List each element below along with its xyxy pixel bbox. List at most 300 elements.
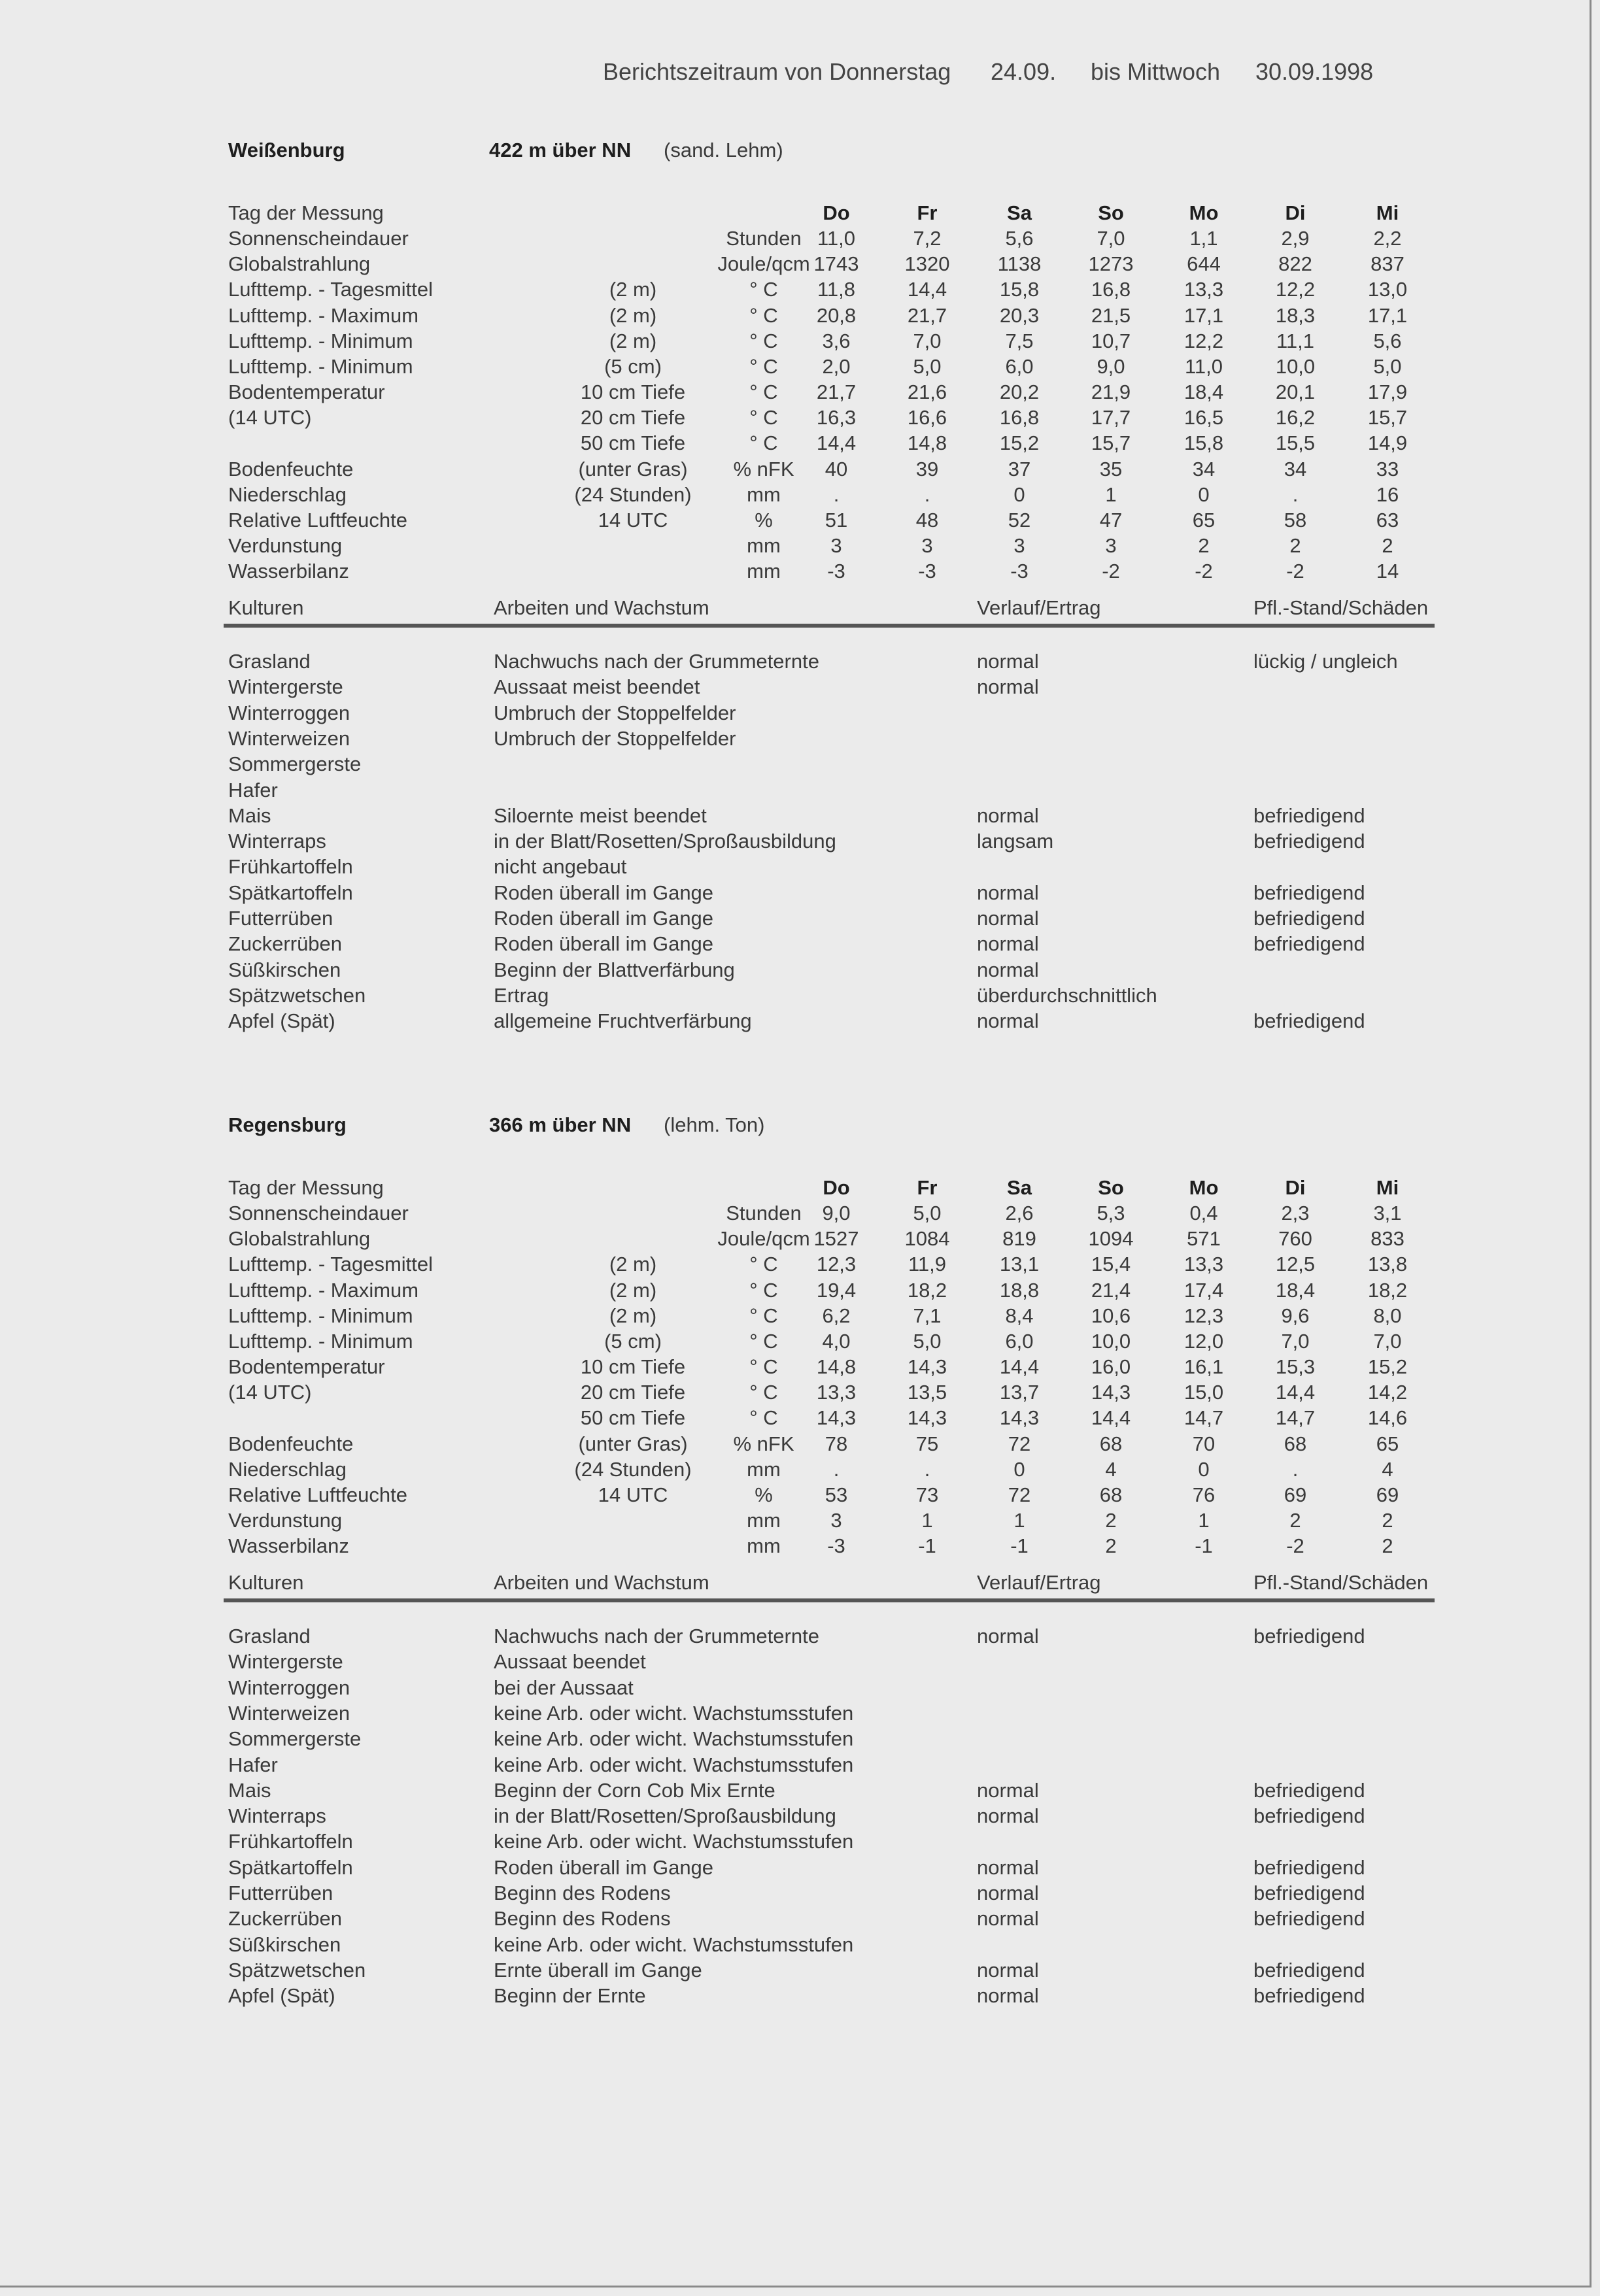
data-cell: 14,4 [999, 1355, 1040, 1379]
crop-activity: Roden überall im Gange [494, 907, 714, 930]
data-cell: 21,4 [1091, 1278, 1131, 1302]
day-header: Do [823, 201, 850, 224]
data-cell: 8,4 [1005, 1304, 1034, 1327]
data-cell: 1527 [813, 1227, 859, 1251]
data-cell: 760 [1278, 1227, 1312, 1251]
crop-verlauf: normal [977, 1804, 1039, 1828]
station-name: Regensburg [228, 1113, 347, 1136]
data-cell: 3 [1105, 533, 1117, 557]
data-cell: 13,8 [1367, 1253, 1408, 1276]
station-soil: (lehm. Ton) [664, 1113, 765, 1136]
crop-name: Futterrüben [228, 1882, 333, 1904]
crop-activity: Aussaat meist beendet [494, 675, 700, 699]
data-cell: 8,0 [1373, 1304, 1402, 1327]
crop-name: Süßkirschen [228, 958, 341, 981]
data-cell: 16,3 [816, 406, 857, 430]
crop-verlauf: überdurchschnittlich [977, 983, 1157, 1007]
data-cell: 2,2 [1373, 227, 1402, 250]
parameter-unit: mm [747, 482, 781, 506]
crop-activity: Roden überall im Gange [494, 1855, 714, 1879]
data-cell: 2,9 [1281, 227, 1310, 250]
parameter-unit: ° C [749, 1278, 778, 1302]
data-cell: 73 [915, 1483, 939, 1506]
crop-name: Frühkartoffeln [228, 1830, 353, 1853]
crop-name: Frühkartoffeln [228, 855, 353, 879]
data-cell: -3 [827, 560, 845, 583]
crop-name: Grasland [228, 1625, 311, 1647]
report-period-mid: bis Mittwoch [1091, 58, 1221, 85]
data-cell: 68 [1099, 1432, 1123, 1455]
crop-name: Winterroggen [228, 701, 350, 724]
data-cell: 39 [915, 457, 939, 481]
crop-name: Winterweizen [228, 726, 350, 750]
report-start-date: 24.09. [991, 58, 1057, 85]
data-cell: 18,4 [1183, 380, 1224, 404]
parameter-sublabel: 10 cm Tiefe [580, 1355, 686, 1379]
parameter-unit: ° C [749, 1329, 778, 1353]
crop-name: Sommergerste [228, 1727, 362, 1751]
data-cell: -3 [918, 560, 936, 583]
data-cell: 65 [1192, 508, 1216, 532]
parameter-sublabel: 14 UTC [598, 1483, 668, 1506]
data-cell: 6,0 [1005, 1329, 1034, 1353]
data-cell: 19,4 [816, 1278, 857, 1302]
crop-stand: befriedigend [1253, 907, 1365, 930]
data-cell: 4,0 [822, 1329, 851, 1353]
parameter-sublabel: 20 cm Tiefe [580, 1381, 686, 1404]
parameter-label: Globalstrahlung [228, 1227, 371, 1251]
parameter-unit: ° C [749, 329, 778, 352]
parameter-label: Wasserbilanz [228, 1534, 349, 1558]
crop-verlauf: normal [977, 881, 1039, 904]
data-cell: 17,7 [1091, 406, 1131, 430]
parameter-sublabel: (2 m) [609, 1278, 657, 1302]
crop-verlauf: langsam [977, 830, 1054, 853]
parameter-sublabel: (5 cm) [604, 354, 662, 378]
data-cell: 15,3 [1275, 1355, 1316, 1379]
data-cell: 20,2 [999, 380, 1040, 404]
data-cell: 69 [1376, 1483, 1399, 1506]
data-cell: 14,4 [816, 431, 857, 455]
section-divider [224, 1598, 1435, 1602]
data-cell: 14,7 [1183, 1406, 1224, 1430]
day-header: Fr [917, 1176, 938, 1199]
parameter-unit: % [755, 508, 773, 532]
data-cell: 2 [1105, 1508, 1117, 1532]
parameter-sublabel: 50 cm Tiefe [580, 431, 686, 455]
crop-name: Mais [228, 1778, 271, 1802]
data-cell: 17,1 [1367, 303, 1408, 327]
data-cell: 13,5 [907, 1381, 947, 1404]
report-end-date: 30.09.1998 [1255, 58, 1374, 85]
data-cell: 9,0 [822, 1202, 851, 1225]
data-cell: 33 [1376, 457, 1399, 481]
data-cell: 1 [1013, 1508, 1025, 1532]
crop-activity: Ernte überall im Gange [494, 1958, 702, 1982]
data-cell: 2 [1105, 1534, 1117, 1558]
crop-verlauf: normal [977, 1009, 1039, 1033]
data-cell: 76 [1192, 1483, 1216, 1506]
data-cell: 14,3 [907, 1355, 947, 1379]
data-cell: 5,3 [1097, 1202, 1125, 1225]
kulturen-header: Kulturen [228, 1571, 304, 1594]
crop-verlauf: normal [977, 932, 1039, 956]
crop-verlauf: normal [977, 650, 1039, 673]
data-cell: 16,0 [1091, 1355, 1131, 1379]
data-cell: . [924, 482, 930, 506]
data-cell: 12,2 [1275, 278, 1316, 301]
parameter-label: Lufttemp. - Minimum [228, 329, 413, 352]
data-cell: 69 [1284, 1483, 1307, 1506]
crop-stand: befriedigend [1253, 1804, 1365, 1828]
data-cell: 7,0 [1373, 1329, 1402, 1353]
data-cell: 15,8 [1183, 431, 1224, 455]
data-cell: 16,8 [999, 406, 1040, 430]
parameter-label: Lufttemp. - Minimum [228, 354, 413, 378]
parameter-unit: mm [747, 533, 781, 557]
data-cell: 18,8 [999, 1278, 1040, 1302]
stand-header: Pfl.-Stand/Schäden [1253, 596, 1429, 619]
parameter-label: Lufttemp. - Minimum [228, 1329, 413, 1353]
crop-activity: nicht angebaut [494, 855, 627, 879]
crop-activity: keine Arb. oder wicht. Wachstumsstufen [494, 1933, 854, 1956]
data-cell: 3,6 [822, 329, 851, 352]
data-cell: 20,3 [999, 303, 1040, 327]
crop-name: Spätzwetschen [228, 1958, 366, 1982]
data-cell: 13,0 [1367, 278, 1408, 301]
crop-activity: keine Arb. oder wicht. Wachstumsstufen [494, 1727, 854, 1751]
data-cell: 9,0 [1097, 354, 1125, 378]
crop-activity: Umbruch der Stoppelfelder [494, 701, 736, 724]
data-cell: 16,1 [1183, 1355, 1224, 1379]
data-cell: 11,0 [817, 227, 856, 250]
data-cell: 2,3 [1281, 1202, 1310, 1225]
parameter-sublabel: 14 UTC [598, 508, 668, 532]
crop-activity: Ertrag [494, 983, 549, 1007]
crop-activity: Beginn des Rodens [494, 1882, 671, 1904]
data-cell: 1320 [904, 252, 950, 276]
data-cell: . [924, 1457, 930, 1481]
crop-activity: Beginn der Corn Cob Mix Ernte [494, 1778, 775, 1802]
data-cell: 37 [1008, 457, 1031, 481]
data-cell: 21,5 [1091, 303, 1131, 327]
data-cell: 0 [1198, 1457, 1210, 1481]
crop-name: Spätkartoffeln [228, 881, 353, 904]
data-cell: 6,0 [1005, 354, 1034, 378]
crop-activity: Nachwuchs nach der Grummeternte [494, 1625, 819, 1647]
kulturen-header: Kulturen [228, 596, 304, 619]
station-name: Weißenburg [228, 139, 345, 161]
day-header: Mi [1376, 1176, 1399, 1199]
data-cell: 18,4 [1275, 1278, 1316, 1302]
verlauf-header: Verlauf/Ertrag [977, 1571, 1101, 1594]
crop-stand: befriedigend [1253, 1907, 1365, 1931]
parameter-sublabel: (unter Gras) [578, 1432, 688, 1455]
parameter-sublabel: (2 m) [609, 278, 657, 301]
crop-name: Winterweizen [228, 1701, 350, 1725]
parameter-unit: ° C [749, 278, 778, 301]
parameter-unit: ° C [749, 1381, 778, 1404]
data-cell: 7,0 [1097, 227, 1125, 250]
data-cell: 2 [1382, 1534, 1393, 1558]
crop-stand: befriedigend [1253, 1984, 1365, 2008]
parameter-sublabel: 20 cm Tiefe [580, 406, 686, 430]
data-cell: 11,8 [817, 278, 856, 301]
data-cell: 18,2 [907, 1278, 947, 1302]
parameter-unit: % nFK [733, 457, 794, 481]
data-cell: 9,6 [1281, 1304, 1310, 1327]
data-cell: 52 [1008, 508, 1031, 532]
crop-verlauf: normal [977, 1855, 1039, 1879]
crop-name: Spätkartoffeln [228, 1855, 353, 1879]
parameter-unit: % [755, 1483, 773, 1506]
station-altitude: 422 m über NN [489, 139, 632, 161]
data-cell: 13,3 [816, 1381, 857, 1404]
data-cell: 1084 [904, 1227, 950, 1251]
crop-activity: Aussaat beendet [494, 1650, 646, 1674]
data-cell: 35 [1099, 457, 1123, 481]
crop-name: Süßkirschen [228, 1933, 341, 1956]
parameter-sublabel: (5 cm) [604, 1329, 662, 1353]
parameter-sublabel: (2 m) [609, 1304, 657, 1327]
data-cell: 2 [1289, 533, 1301, 557]
data-cell: 20,1 [1275, 380, 1316, 404]
day-header: Di [1285, 1176, 1306, 1199]
parameter-label: Globalstrahlung [228, 252, 371, 276]
data-cell: 11,0 [1184, 354, 1223, 378]
data-cell: 14,3 [1091, 1381, 1131, 1404]
data-cell: 21,9 [1091, 380, 1131, 404]
data-cell: 5,0 [913, 1202, 942, 1225]
parameter-label: Tag der Messung [228, 1176, 384, 1199]
parameter-label: Relative Luftfeuchte [228, 508, 408, 532]
parameter-unit: mm [747, 1534, 781, 1558]
parameter-sublabel: (24 Stunden) [574, 1457, 692, 1481]
data-cell: 13,3 [1183, 1253, 1224, 1276]
crop-activity: keine Arb. oder wicht. Wachstumsstufen [494, 1830, 854, 1853]
data-cell: 15,7 [1367, 406, 1408, 430]
data-cell: 1 [921, 1508, 933, 1532]
data-cell: 644 [1187, 252, 1221, 276]
data-cell: 1 [1198, 1508, 1210, 1532]
crop-activity: Beginn der Blattverfärbung [494, 958, 735, 981]
crop-stand: befriedigend [1253, 1882, 1365, 1904]
data-cell: -1 [918, 1534, 936, 1558]
data-cell: 11,9 [908, 1253, 947, 1276]
day-header: Mo [1189, 1176, 1219, 1199]
data-cell: . [1292, 1457, 1299, 1481]
crop-stand: befriedigend [1253, 1958, 1365, 1982]
data-cell: 2 [1382, 533, 1393, 557]
crop-verlauf: normal [977, 1907, 1039, 1931]
data-cell: 1138 [997, 252, 1042, 276]
parameter-unit: ° C [749, 303, 778, 327]
data-cell: 13,1 [999, 1253, 1040, 1276]
data-cell: -2 [1286, 560, 1304, 583]
crop-verlauf: normal [977, 1958, 1039, 1982]
data-cell: 13,3 [1183, 278, 1224, 301]
parameter-label: Lufttemp. - Maximum [228, 1278, 419, 1302]
data-cell: 5,0 [913, 1329, 942, 1353]
data-cell: 15,8 [999, 278, 1040, 301]
data-cell: 7,5 [1005, 329, 1034, 352]
parameter-label: Lufttemp. - Tagesmittel [228, 278, 434, 301]
data-cell: 5,6 [1005, 227, 1034, 250]
data-cell: 21,6 [907, 380, 947, 404]
parameter-label: Sonnenscheindauer [228, 1202, 409, 1225]
crop-activity: Umbruch der Stoppelfelder [494, 726, 736, 750]
crop-stand: befriedigend [1253, 881, 1365, 904]
parameter-sublabel: (24 Stunden) [574, 482, 692, 506]
data-cell: 14 [1376, 560, 1399, 583]
parameter-label: Bodentemperatur [228, 380, 385, 404]
crop-stand: befriedigend [1253, 830, 1365, 853]
data-cell: 3,1 [1373, 1202, 1402, 1225]
crop-name: Zuckerrüben [228, 1907, 343, 1931]
parameter-unit: Stunden [726, 1202, 802, 1225]
parameter-label: Lufttemp. - Tagesmittel [228, 1253, 434, 1276]
data-cell: 5,6 [1373, 329, 1402, 352]
data-cell: 15,4 [1091, 1253, 1131, 1276]
data-cell: 12,3 [1183, 1304, 1224, 1327]
station-altitude: 366 m über NN [489, 1113, 632, 1136]
crop-name: Sommergerste [228, 752, 362, 776]
data-cell: 2,0 [822, 354, 851, 378]
crop-name: Spätzwetschen [228, 983, 366, 1007]
data-cell: 7,0 [913, 329, 942, 352]
data-cell: 1,1 [1189, 227, 1218, 250]
crop-activity: Beginn des Rodens [494, 1907, 671, 1931]
crop-activity: in der Blatt/Rosetten/Sproßausbildung [494, 830, 836, 853]
data-cell: -2 [1195, 560, 1213, 583]
crop-name: Winterroggen [228, 1676, 350, 1699]
data-cell: 2 [1382, 1508, 1393, 1532]
crop-stand: befriedigend [1253, 1778, 1365, 1802]
parameter-unit: ° C [749, 1253, 778, 1276]
data-cell: 10,6 [1091, 1304, 1131, 1327]
data-cell: 17,9 [1367, 380, 1408, 404]
parameter-label: Bodenfeuchte [228, 457, 354, 481]
parameter-sublabel: (2 m) [609, 303, 657, 327]
crop-activity: Beginn der Ernte [494, 1984, 646, 2008]
data-cell: 34 [1192, 457, 1216, 481]
data-cell: 14,9 [1367, 431, 1408, 455]
data-cell: 2 [1198, 533, 1210, 557]
data-cell: 3 [1013, 533, 1025, 557]
crop-activity: Roden überall im Gange [494, 932, 714, 956]
data-cell: 12,2 [1183, 329, 1224, 352]
day-header: Do [823, 1176, 850, 1199]
data-cell: 16,5 [1183, 406, 1224, 430]
data-cell: 14,4 [907, 278, 947, 301]
parameter-label: (14 UTC) [228, 1381, 312, 1404]
data-cell: 12,3 [816, 1253, 857, 1276]
crop-activity: keine Arb. oder wicht. Wachstumsstufen [494, 1701, 854, 1725]
data-cell: 17,4 [1183, 1278, 1224, 1302]
data-cell: 1 [1105, 482, 1117, 506]
data-cell: 822 [1278, 252, 1312, 276]
crop-name: Hafer [228, 1753, 278, 1776]
data-cell: 18,2 [1367, 1278, 1408, 1302]
data-cell: . [1292, 482, 1299, 506]
data-cell: 13,7 [999, 1381, 1040, 1404]
crop-stand: befriedigend [1253, 803, 1365, 827]
parameter-unit: ° C [749, 354, 778, 378]
crop-name: Wintergerste [228, 1650, 343, 1674]
day-header: Mi [1376, 201, 1399, 224]
crop-activity: bei der Aussaat [494, 1676, 634, 1699]
data-cell: 16,6 [907, 406, 947, 430]
parameter-label: Bodentemperatur [228, 1355, 385, 1379]
parameter-label: Verdunstung [228, 1508, 343, 1532]
crop-verlauf: normal [977, 1625, 1039, 1647]
parameter-label: Bodenfeuchte [228, 1432, 354, 1455]
crop-name: Apfel (Spät) [228, 1984, 335, 2008]
crop-name: Wintergerste [228, 675, 343, 699]
stand-header: Pfl.-Stand/Schäden [1253, 1571, 1429, 1594]
data-cell: 7,2 [913, 227, 942, 250]
crop-verlauf: normal [977, 675, 1039, 699]
data-cell: 10,7 [1091, 329, 1131, 352]
parameter-label: (14 UTC) [228, 406, 312, 430]
data-cell: 21,7 [907, 303, 947, 327]
data-cell: 16,8 [1091, 278, 1131, 301]
parameter-sublabel: (2 m) [609, 329, 657, 352]
crop-stand: befriedigend [1253, 932, 1365, 956]
data-cell: 1273 [1088, 252, 1134, 276]
parameter-label: Lufttemp. - Maximum [228, 303, 419, 327]
crop-name: Winterraps [228, 830, 326, 853]
crop-verlauf: normal [977, 803, 1039, 827]
parameter-unit: ° C [749, 1355, 778, 1379]
data-cell: 40 [825, 457, 848, 481]
data-cell: 15,5 [1275, 431, 1316, 455]
verlauf-header: Verlauf/Ertrag [977, 596, 1101, 619]
data-cell: 10,0 [1091, 1329, 1131, 1353]
data-cell: 3 [830, 533, 842, 557]
report-period-label: Berichtszeitraum von Donnerstag [603, 58, 951, 85]
data-cell: 16 [1376, 482, 1399, 506]
data-cell: 14,8 [907, 431, 947, 455]
parameter-label: Lufttemp. - Minimum [228, 1304, 413, 1327]
data-cell: 21,7 [816, 380, 857, 404]
parameter-sublabel: 10 cm Tiefe [580, 380, 686, 404]
data-cell: 11,1 [1276, 329, 1315, 352]
data-cell: 4 [1382, 1457, 1393, 1481]
day-header: So [1098, 1176, 1124, 1199]
data-cell: 3 [830, 1508, 842, 1532]
crop-stand: befriedigend [1253, 1855, 1365, 1879]
parameter-label: Wasserbilanz [228, 560, 349, 583]
data-cell: 75 [915, 1432, 939, 1455]
data-cell: 18,3 [1275, 303, 1316, 327]
crop-stand: befriedigend [1253, 1009, 1365, 1033]
crop-activity: Roden überall im Gange [494, 881, 714, 904]
data-cell: 68 [1284, 1432, 1307, 1455]
crop-activity: allgemeine Fruchtverfärbung [494, 1009, 752, 1033]
data-cell: -1 [1010, 1534, 1029, 1558]
parameter-label: Sonnenscheindauer [228, 227, 409, 250]
data-cell: -3 [1010, 560, 1029, 583]
data-cell: -1 [1195, 1534, 1213, 1558]
data-cell: 14,4 [1275, 1381, 1316, 1404]
data-cell: 14,3 [907, 1406, 947, 1430]
data-cell: 4 [1105, 1457, 1117, 1481]
section-divider [224, 624, 1435, 628]
data-cell: 16,2 [1275, 406, 1316, 430]
crop-stand: befriedigend [1253, 1625, 1365, 1647]
data-cell: 14,3 [816, 1406, 857, 1430]
